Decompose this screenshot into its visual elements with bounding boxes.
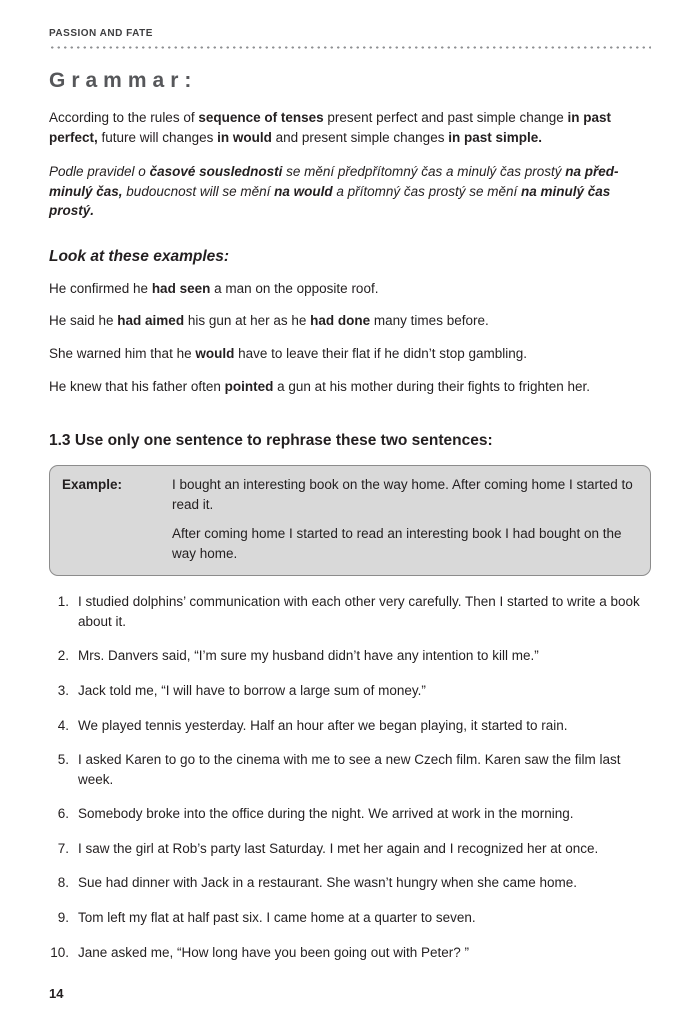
exercise-heading: 1.3 Use only one sentence to rephrase these two sentences: (49, 432, 493, 450)
list-item (49, 681, 651, 701)
item-text: I saw the girl at Rob’s party last Saturday. I met her again and I recognized her at once. (78, 840, 599, 856)
bold-text-segment: na před-minulý čas, (49, 164, 619, 199)
list-item (49, 943, 651, 963)
text-segment: a gun at his mother during their fights to frighten her. (273, 378, 591, 394)
bold-text-segment: sequence of tenses (198, 110, 324, 125)
text-segment: He said he (49, 313, 118, 329)
item-text: Jane asked me, “How long have you been going out with Peter? ” (78, 944, 469, 960)
bold-text-segment: in past perfect, (49, 110, 612, 145)
bold-text-segment: na would (274, 183, 333, 199)
chapter-title: PASSION AND FATE (49, 28, 153, 39)
item-text: Mrs. Danvers said, “I’m sure my husband didn’t have any intention to kill me.” (78, 648, 539, 664)
example-sentence-rephrased: After coming home I started to read an interesting book I had bought on the way home. (172, 526, 622, 561)
grammar-rule-czech (49, 162, 651, 221)
text-segment: present perfect and past simple change (323, 110, 568, 125)
examples-list (49, 279, 651, 396)
grammar-heading: Grammar: (49, 69, 198, 92)
text-segment: Podle pravidel o (49, 164, 150, 180)
list-item (49, 804, 651, 824)
bold-text-segment: in past simple. (448, 129, 542, 145)
item-text: I asked Karen to go to the cinema with me to see a new Czech film. Karen saw the film last week. (78, 752, 621, 787)
item-text: We played tennis yesterday. Half an hour after we began playing, it started to rain. (78, 717, 568, 733)
item-number: 9. (57, 909, 69, 925)
example-sentence (49, 311, 651, 331)
bold-text-segment: na minulý čas prostý. (49, 183, 611, 219)
item-number: 2. (57, 648, 69, 664)
item-text: Jack told me, “I will have to borrow a large sum of money.” (78, 683, 426, 698)
example-box (49, 465, 651, 576)
text-segment: He confirmed he (49, 280, 152, 296)
example-label: Example: (62, 477, 123, 493)
bold-text-segment: had aimed (117, 313, 185, 329)
text-segment: many times before. (370, 313, 489, 329)
text-segment: his gun at her as he (184, 313, 311, 329)
item-number: 10. (50, 944, 69, 960)
item-text: I studied dolphins’ communication with each other very carefully. Then I started to write a book about it. (78, 594, 640, 629)
example-sentence-original: I bought an interesting book on the way home. After coming home I started to read it. (172, 477, 633, 512)
list-item (49, 873, 651, 893)
text-segment: According to the rules of (49, 110, 199, 125)
item-text: Tom left my flat at half past six. I came home at a quarter to seven. (78, 909, 476, 925)
list-item (49, 592, 651, 631)
dotted-rule (49, 46, 651, 49)
item-number: 8. (57, 875, 69, 891)
bold-text-segment: had seen (151, 280, 211, 296)
item-number: 4. (57, 717, 69, 733)
item-number: 3. (57, 683, 69, 698)
list-item (49, 908, 651, 928)
exercise-list (49, 592, 651, 962)
item-text: Sue had dinner with Jack in a restaurant. She wasn’t hungry when she came home. (78, 875, 578, 891)
example-content (172, 475, 638, 573)
bold-text-segment: had done (310, 313, 371, 329)
examples-heading: Look at these examples: (49, 247, 230, 265)
text-segment: budoucnost will se mění (122, 183, 275, 199)
example-sentence (49, 279, 651, 299)
item-text: Somebody broke into the office during the night. We arrived at work in the morning. (78, 806, 574, 822)
text-segment: have to leave their flat if he didn’t stop gambling. (234, 345, 528, 361)
example-sentence (49, 344, 651, 364)
page-header (49, 28, 651, 49)
list-item (49, 839, 651, 859)
bold-text-segment: in would (217, 129, 272, 145)
text-segment: He knew that his father often (49, 378, 225, 394)
text-segment: and present simple changes (271, 129, 449, 145)
text-segment: She warned him that he (49, 345, 196, 361)
page-number: 14 (49, 986, 64, 1002)
grammar-rule-english (49, 108, 651, 147)
text-segment: a přítomný čas prostý se mění (332, 183, 521, 199)
example-sentence (49, 377, 651, 397)
list-item (49, 646, 651, 666)
bold-text-segment: časové souslednosti (149, 164, 283, 180)
list-item (49, 716, 651, 736)
item-number: 6. (57, 806, 69, 822)
bold-text-segment: pointed (224, 378, 274, 394)
item-number: 1. (57, 594, 69, 610)
text-segment: se mění předpřítomný čas a minulý čas prostý (282, 164, 566, 180)
bold-text-segment: would (195, 345, 235, 361)
text-segment: future will changes (97, 129, 218, 145)
list-item (49, 750, 651, 789)
text-segment: a man on the opposite roof. (210, 280, 379, 296)
item-number: 7. (57, 840, 69, 856)
item-number: 5. (57, 752, 69, 768)
